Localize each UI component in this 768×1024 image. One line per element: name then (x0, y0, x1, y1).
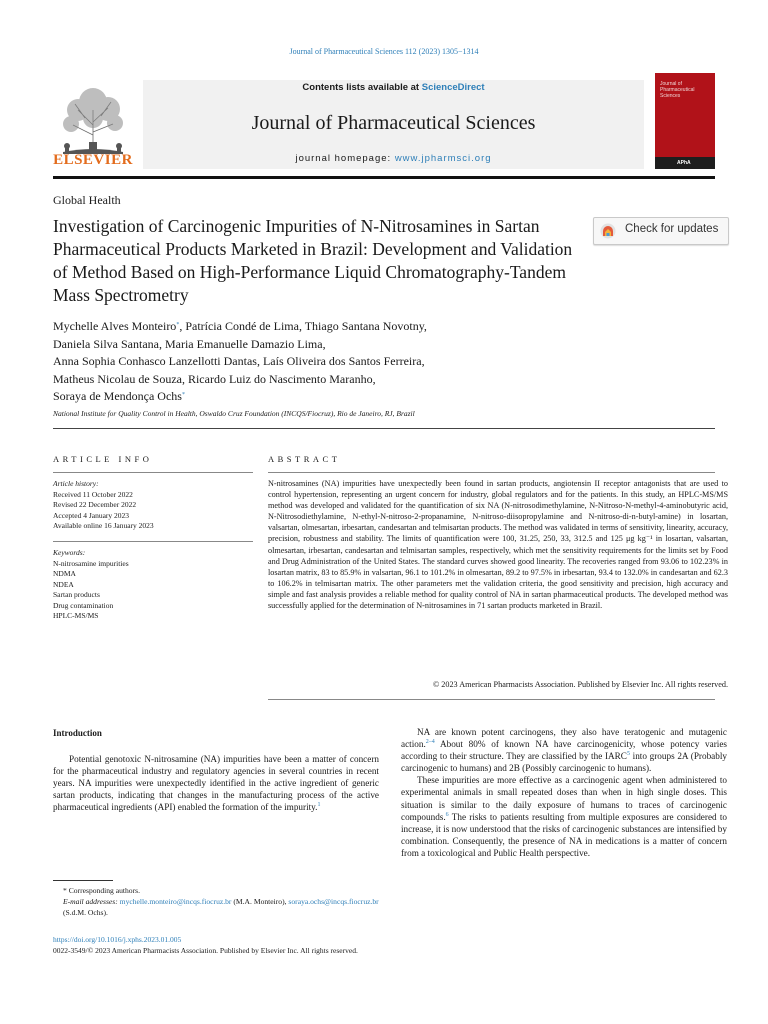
history-item: Accepted 4 January 2023 (53, 510, 130, 520)
history-item: Received 11 October 2022 (53, 489, 133, 499)
keywords-divider (53, 541, 253, 542)
paragraph: NA are known potent carcinogens, they also have teratogenic and mutagenic action.$^{2-4}$ About 80% of known NA have carcinogenicity, whose potency varies according to their structure. They are classified by the IARC$^5$ into groups 2A (Probably carcinogenic to humans) and 2B (Possibly carcinogenic to humans). (401, 727, 727, 774)
cover-title: Journal of Pharmaceutical Sciences (660, 81, 695, 99)
issn-copyright: 0022-3549/© 2023 American Pharmacists Association. Published by Elsevier Inc. All rights reserved. (53, 946, 358, 955)
history-item: Revised 22 December 2022 (53, 500, 137, 509)
citation-link[interactable]: 2–4 (425, 739, 435, 746)
article-history (53, 479, 253, 532)
journal-title: Journal of Pharmaceutical Sciences (251, 112, 536, 134)
article-title: Investigation of Carcinogenic Impurities of N-Nitrosamines in Sartan Pharmaceutical Products Marketed in Brazil: Development and Validation of Method Based on High-Performance Liquid Chromatography-Tandem Mass Spectrometry (53, 216, 573, 305)
doi-link[interactable]: https://doi.org/10.1016/j.xphs.2023.01.005 (53, 935, 182, 944)
author-line: Daniela Silva Santana, Maria Emanuelle Damazio Lima, (53, 336, 326, 351)
corresponding-authors-note: * Corresponding authors. (63, 886, 140, 895)
affiliation: National Institute for Quality Control in Health, Oswaldo Cruz Foundation (INCQS/Fiocruz), Rio de Janeiro, RJ, Brazil (53, 409, 415, 418)
corresponding-footnote (53, 885, 383, 918)
email-link[interactable]: soraya.ochs@incqs.fiocruz.br (288, 897, 379, 906)
history-item: Available online 16 January 2023 (53, 521, 154, 530)
corresponding-mark[interactable]: * (176, 322, 180, 328)
keyword-item: Drug contamination (53, 600, 114, 610)
check-for-updates-button[interactable] (593, 217, 729, 245)
publisher-name: ELSEVIER (53, 152, 133, 168)
sciencedirect-link[interactable]: ScienceDirect (421, 82, 485, 93)
keywords-label: Keywords: (53, 548, 86, 557)
header-divider (53, 176, 715, 179)
keyword-item: NDEA (53, 579, 74, 589)
journal-reference-link[interactable]: Journal of Pharmaceutical Sciences 112 (2023) 1305−1314 (289, 47, 479, 56)
paragraph: Potential genotoxic N-nitrosamine (NA) impurities have been a matter of concern for the pharmaceutical industry and regulatory agencies in several countries in recent years. NA impurities were unexpectedly identified in the active ingredient of generic sartan products, indicating that changes in the manufacturing process of the active pharmaceutical ingredients (API) enabled the formation of the impurity.$^1$ (53, 754, 379, 813)
abstract-heading: ABSTRACT (268, 454, 341, 464)
keyword-item: NDMA (53, 569, 76, 578)
keyword-item: N-nitrosamine impurities (53, 558, 129, 568)
introduction-heading: Introduction (53, 728, 102, 738)
author-line: Anna Sophia Conhasco Lanzellotti Dantas, Laís Oliveira dos Santos Ferreira, (53, 354, 425, 369)
affiliation-divider (53, 428, 715, 429)
author-line: Soraya de Mendonça Ochs* (53, 389, 185, 404)
history-label: Article history: (53, 479, 99, 488)
right-column-text (401, 726, 727, 859)
article-info-heading: ARTICLE INFO (53, 454, 153, 464)
abstract-copyright: © 2023 American Pharmacists Association. Published by Elsevier Inc. All rights reserved. (432, 680, 728, 689)
homepage-link[interactable]: www.jpharmsci.org (394, 153, 492, 164)
citation-link[interactable]: 5 (626, 751, 630, 758)
journal-homepage: journal homepage: www.jpharmsci.org (295, 153, 492, 164)
section-label: Global Health (53, 193, 121, 207)
contents-availability: Contents lists available at ScienceDirect (302, 82, 485, 93)
corresponding-mark[interactable]: * (181, 392, 185, 399)
cover-logo: APhA (677, 160, 691, 166)
author-line: Matheus Nicolau de Souza, Ricardo Luiz do Nascimento Maranho, (53, 371, 376, 386)
abstract-bottom-divider (268, 699, 715, 700)
citation-link[interactable]: 1 (317, 802, 321, 809)
check-updates-icon (600, 223, 616, 239)
abstract-divider (268, 472, 715, 473)
journal-cover-image (655, 73, 715, 169)
abstract-text: N-nitrosamines (NA) impurities have unexpectedly been found in sartan products, angiotensin II receptor antagonists that are used to control hypertension, representing an urgent concern for industry, global regulators and for the patients. In this study, an HPLC-MS/MS method was developed and validated for the quantification of six NA (N-nitrosodimethylamine, N-Nitroso-N-methyl-4-aminobutyric acid, N-Nitrosodiethylamine, N-ethyl-N-nitroso-2-propanamine, N-nitroso-diisopropylamine and N-nitroso-di-n-butyl-amine) in losartan, valsartan, olmesartan, irbesartan, candesartan and telmisartan products. The method was validated in terms of sensitivity, linearity, accuracy, precision, robustness and stability. The limits of quantification were 100, 31.25, 250, 33, 312.5 and 125 μg kg⁻¹ in losartan, valsartan, olmesartan, irbesartan, candesartan and telmisartan samples, respectively, which met the sensitivity requirements for the limits set by Food and Drug Administration of the United States. The standard curves showed good linearity. The recoveries ranged from 93.06 to 102.23% in losartan matrix, 83 to 85.9% in valsartan, 96.1 to 101.2% in olmesartan, 89.2 to 97.5% in irbesartan, 93.4 to 132.0% in candesartan and 62.3 to 106.2% in telmisartan matrix. The other parameters met the validation criteria, the good sensitivity and precision, high accuracy and simple and fast analysis provides a reliable method for quality control of NA in sartan pharmaceutical products. The developed method was successfully applied for the determination of N-nitrosamines in 71 sartan products marketed in Brazil. (268, 479, 728, 611)
email-addresses: E-mail addresses: mychelle.monteiro@incqs.fiocruz.br (M.A. Monteiro), soraya.ochs@incqs.fiocruz.br (S.d.M. Ochs). (63, 897, 379, 917)
keyword-item: HPLC-MS/MS (53, 611, 99, 620)
email-link[interactable]: mychelle.monteiro@incqs.fiocruz.br (119, 897, 232, 906)
keywords (53, 548, 253, 622)
left-column-text (53, 753, 379, 813)
check-updates-label: Check for updates (625, 223, 719, 235)
article-info-divider (53, 472, 253, 473)
keyword-item: Sartan products (53, 590, 100, 599)
paragraph: These impurities are more effective as a carcinogenic agent when administered to experimental animals in small repeated doses than when in high single doses. This situation is similar to the daily exposure of humans to traces of carcinogenic compounds.$^6$ The risks to patients resulting from multiple exposures are considered to increase, it is now understood that the risks of carcinogenic substances are intensified by combination. Consequently, the presence of NA in medications is a matter of concern from a toxicological and Public Health perspective. (401, 775, 727, 858)
footnote-divider (53, 880, 113, 881)
citation-link[interactable]: 6 (445, 811, 449, 818)
author-line: Mychelle Alves Monteiro*, Patrícia Condé de Lima, Thiago Santana Novotny, (53, 319, 427, 333)
author-list (53, 318, 573, 406)
